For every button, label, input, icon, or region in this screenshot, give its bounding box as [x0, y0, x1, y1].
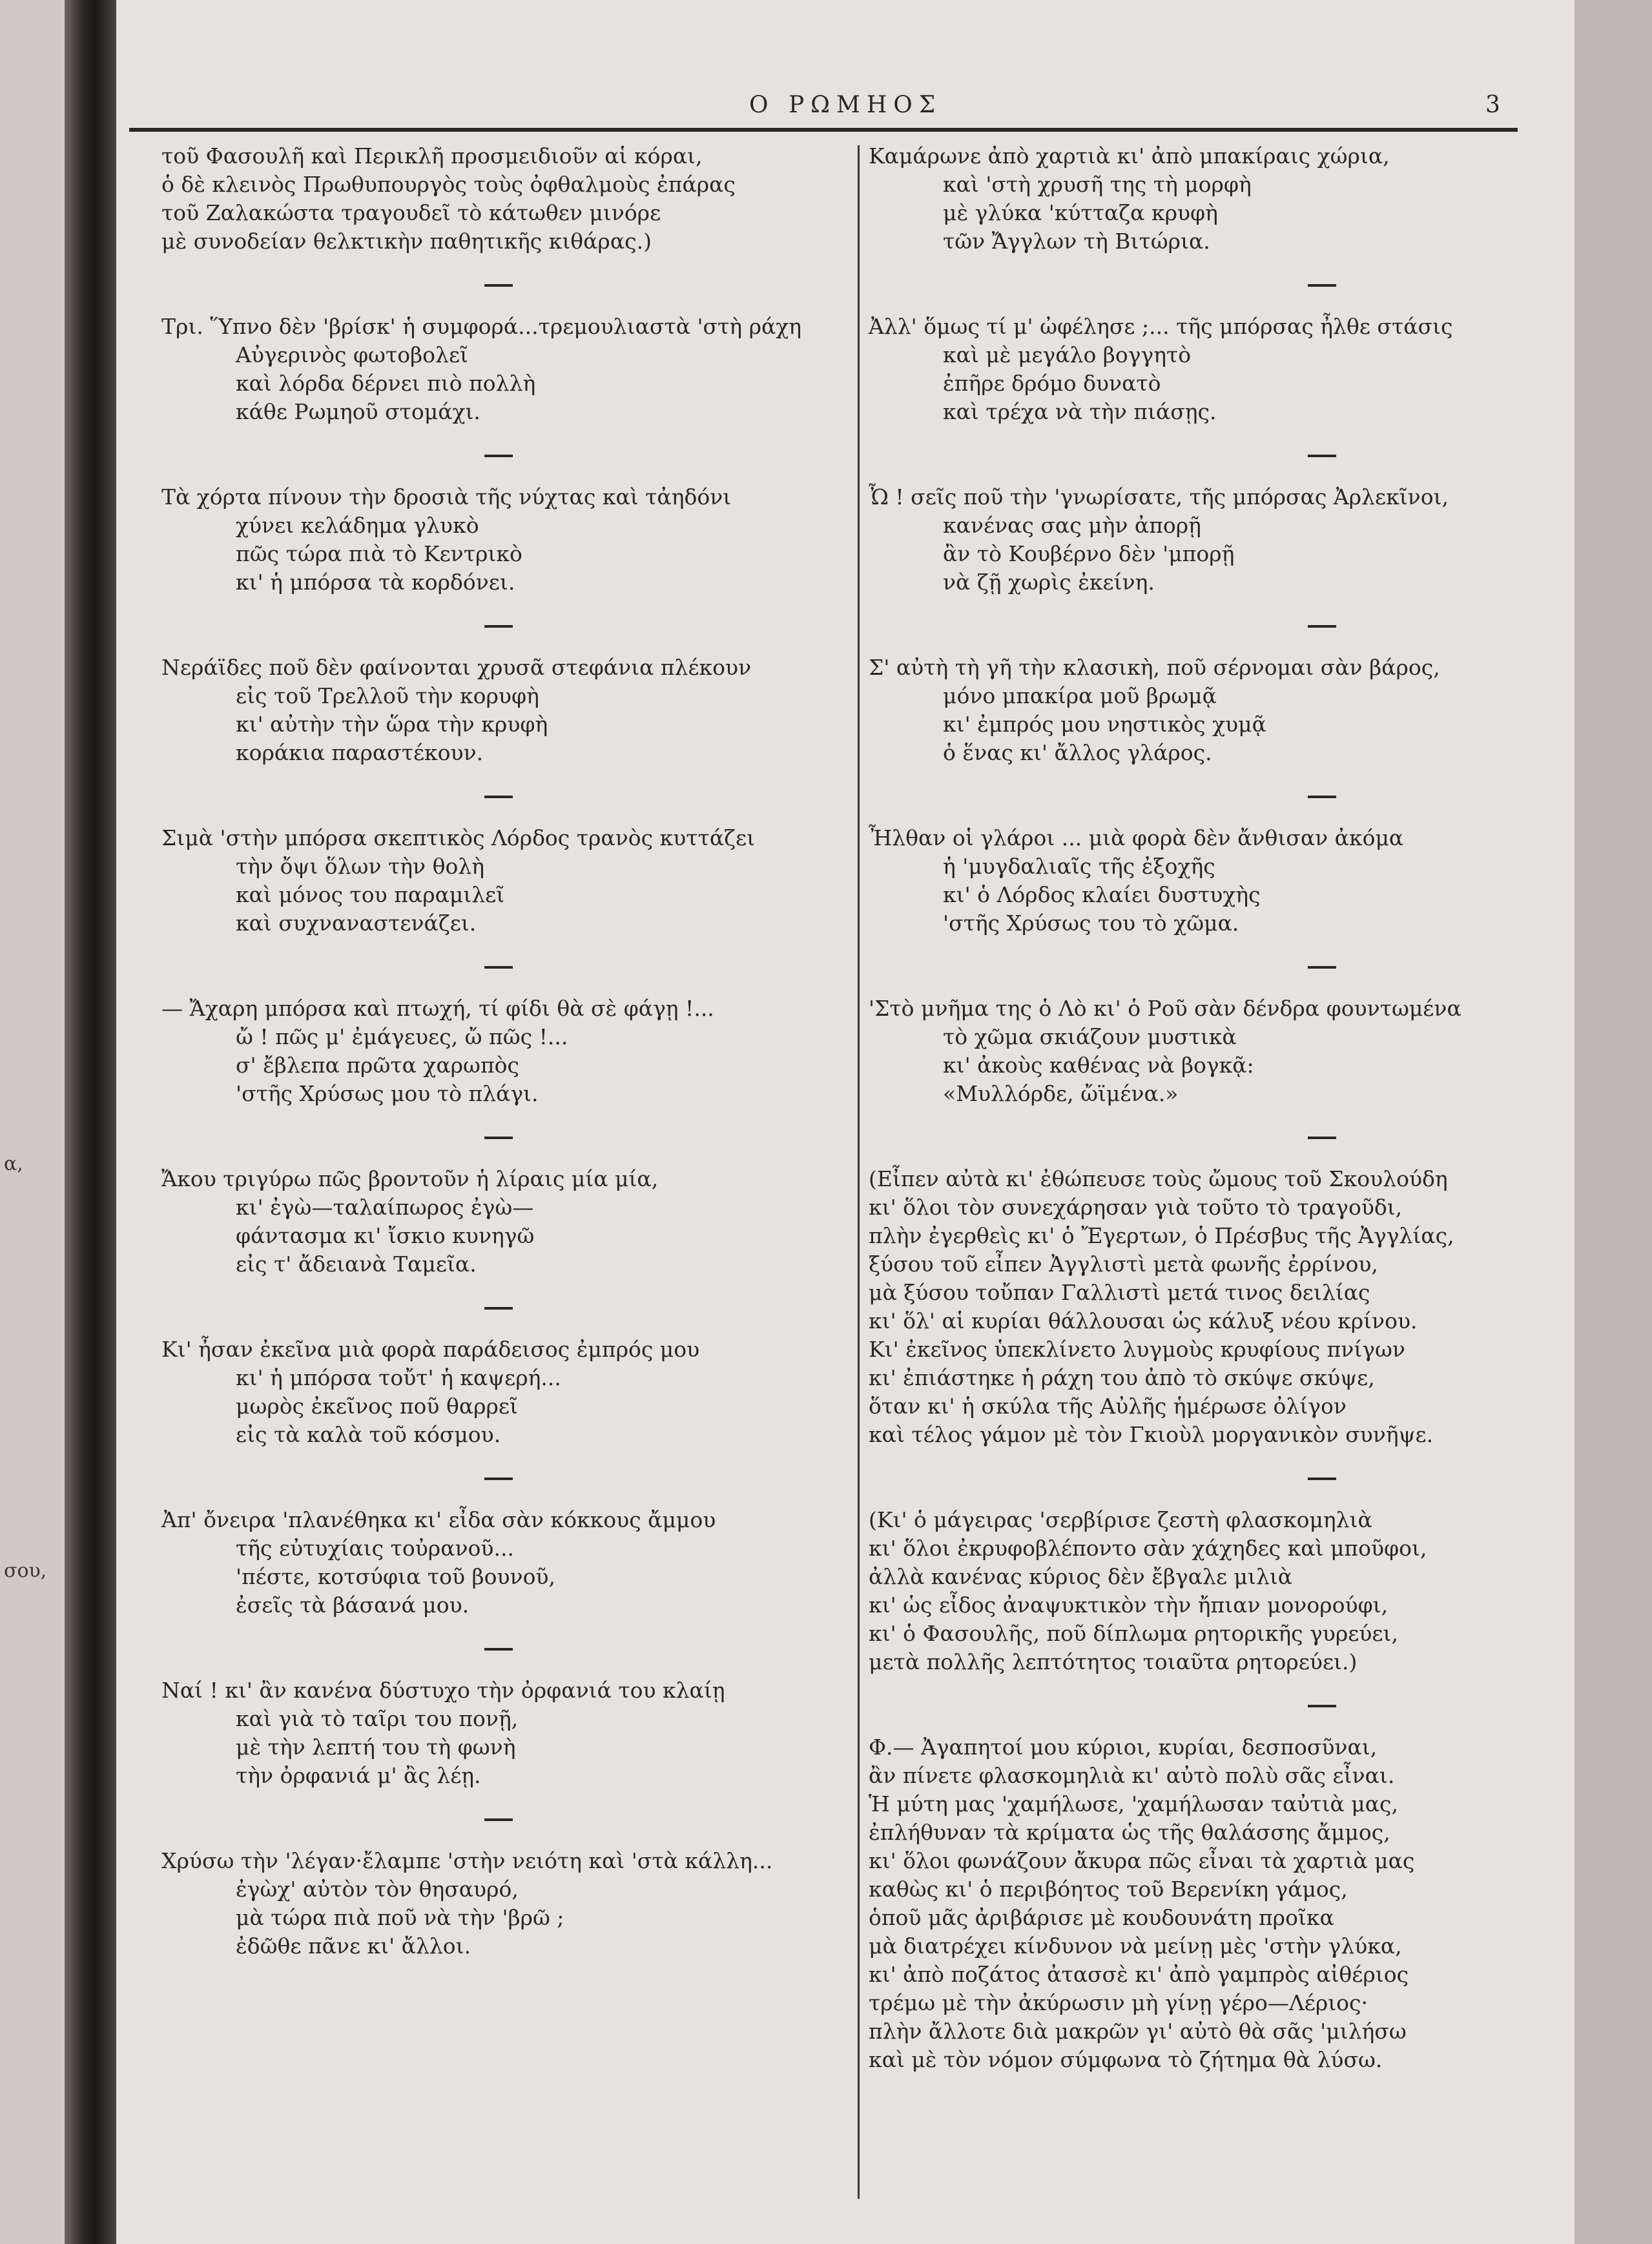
text-line: Ἀπ' ὄνειρα 'πλανέθηκα κι' εἶδα σὰν κόκκους ἄμμου	[161, 1507, 716, 1532]
stanza	[869, 1506, 1540, 1676]
text-line: κι' ὡς εἶδος ἀναψυκτικὸν τὴν ἤπιαν μονορούφι,	[869, 1592, 1389, 1618]
text-line: μωρὸς ἐκεῖνος ποῦ θαρρεῖ	[236, 1394, 518, 1419]
text-line: μὲ τὴν λεπτή του τὴ φωνὴ	[236, 1734, 516, 1760]
stanza	[161, 1165, 833, 1279]
text-line: Φ.— Ἀγαπητοί μου κύριοι, κυρίαι, δεσποσῦναι,	[869, 1734, 1378, 1760]
section-separator	[484, 625, 513, 628]
text-line: ὁποῦ μᾶς ἀριβάρισε μὲ κουδουνάτη προῖκα	[869, 1905, 1334, 1930]
text-line: Σ' αὐτὴ τὴ γῆ τὴν κλασικὴ, ποῦ σέρνομαι σὰν βάρος,	[869, 655, 1440, 680]
text-line: Ἄκου τριγύρω πῶς βροντοῦν ἡ λίραις μία μία,	[161, 1166, 659, 1191]
text-line: 'στῆς Χρύσως μου τὸ πλάγι.	[236, 1081, 539, 1106]
text-line: μὲ γλύκα 'κύτταζα κρυφὴ	[943, 200, 1218, 225]
text-line: τὴν ὀρφανιά μ' ἂς λέῃ.	[236, 1763, 481, 1788]
text-line: σ' ἔβλεπα πρῶτα χαρωπὸς	[236, 1053, 520, 1078]
section-separator	[1308, 966, 1336, 969]
text-line: μετὰ πολλῆς λεπτότητος τοιαῦτα ρητορεύει.)	[869, 1649, 1358, 1674]
text-line: εἰς τ' ἄδειανὰ Ταμεῖα.	[236, 1251, 477, 1277]
text-line: καὶ γιὰ τὸ ταῖρι του πονῇ,	[236, 1706, 519, 1731]
section-separator	[1308, 1137, 1336, 1139]
text-line: μόνο μπακίρα μοῦ βρωμᾷ	[943, 683, 1217, 708]
text-line: κανένας σας μὴν ἀπορῇ	[943, 513, 1201, 538]
text-line: καὶ λόρδα δέρνει πιὸ πολλὴ	[236, 371, 536, 396]
text-line: τῶν Ἄγγλων τὴ Βιτώρια.	[943, 229, 1210, 254]
section-separator	[1308, 284, 1336, 287]
text-line: κι' ὅλοι φωνάζουν ἄκυρα πῶς εἶναι τὰ χαρτιὰ μας	[869, 1848, 1415, 1873]
left-column	[161, 142, 833, 1989]
stanza	[161, 1506, 833, 1620]
text-line: ἐγὼχ' αὐτὸν τὸν θησαυρό,	[236, 1877, 519, 1902]
text-line: (Κι' ὁ μάγειρας 'σερβίρισε ζεστὴ φλασκομηλιὰ	[869, 1507, 1372, 1532]
text-line: Ἡ μύτη μας 'χαμήλωσε, 'χαμήλωσαν ταὐτιὰ μας,	[869, 1791, 1398, 1817]
newspaper-page	[116, 0, 1575, 2244]
stanza	[161, 824, 833, 938]
text-line: κοράκια παραστέκουν.	[236, 740, 484, 765]
text-line: κι' ἐπιάστηκε ἡ ράχη του ἀπὸ τὸ σκύψε σκύψε,	[869, 1365, 1375, 1390]
text-line: φάντασμα κι' ἴσκιο κυνηγῶ	[236, 1223, 535, 1248]
section-separator	[1308, 1705, 1336, 1707]
section-separator	[1308, 1477, 1336, 1480]
text-line: (Εἶπεν αὐτὰ κι' ἐθώπευσε τοὺς ὤμους τοῦ Σκουλούδη	[869, 1166, 1448, 1191]
running-title: Ο ΡΩΜΗΟΣ	[749, 92, 942, 118]
stanza	[161, 654, 833, 767]
text-line: πλὴν ἐγερθεὶς κι' ὁ Ἔγερτων, ὁ Πρέσβυς τῆς Ἀγγλίας,	[869, 1223, 1454, 1248]
text-line: τὸ χῶμα σκιάζουν μυστικὰ	[943, 1024, 1237, 1049]
text-line: μὲ συνοδείαν θελκτικὴν παθητικῆς κιθάρας.)	[161, 229, 652, 254]
text-line: τὴν ὄψι ὅλων τὴν θολὴ	[236, 854, 484, 879]
header-rule	[129, 128, 1518, 132]
text-line: 'Στὸ μνῆμα της ὁ Λὸ κι' ὁ Ροῦ σὰν δένδρα φουντωμένα	[869, 996, 1461, 1021]
margin-fragment: σου,	[4, 1559, 47, 1582]
stanza	[869, 142, 1540, 256]
text-line: ὅταν κι' ἡ σκύλα τῆς Αὐλῆς ἡμέρωσε ὀλίγον	[869, 1394, 1347, 1419]
stanza	[161, 1676, 833, 1790]
text-line: Ὦ ! σεῖς ποῦ τὴν 'γνωρίσατε, τῆς μπόρσας Ἀρλεκῖνοι,	[869, 484, 1449, 510]
section-separator	[484, 284, 513, 287]
text-line: κι' ὁ Λόρδος κλαίει δυστυχὴς	[943, 882, 1261, 907]
text-line: τρέμω μὲ τὴν ἀκύρωσιν μὴ γίνῃ γέρο—Λέριος·	[869, 1990, 1368, 2015]
text-line: καὶ 'στὴ χρυσῆ της τὴ μορφὴ	[943, 172, 1252, 197]
text-line: ὁ δὲ κλεινὸς Πρωθυπουργὸς τοὺς ὀφθαλμοὺς ἐπάρας	[161, 172, 736, 197]
text-line: κι' ὅλ' αἱ κυρίαι θάλλουσαι ὡς κάλυξ νέου κρίνου.	[869, 1308, 1418, 1333]
section-separator	[484, 1137, 513, 1139]
text-line: Κι' ἐκεῖνος ὑπεκλίνετο λυγμοὺς κρυφίους πνίγων	[869, 1337, 1405, 1362]
stanza	[869, 994, 1540, 1108]
stanza	[161, 483, 833, 597]
section-separator	[1308, 796, 1336, 798]
text-line: τοῦ Ζαλακώστα τραγουδεῖ τὸ κάτωθεν μινόρε	[161, 200, 661, 225]
text-line: Καμάρωνε ἀπὸ χαρτιὰ κι' ἀπὸ μπακίραις χώρια,	[869, 143, 1390, 169]
text-line: Ἀλλ' ὅμως τί μ' ὠφέλησε ;... τῆς μπόρσας ἦλθε στάσις	[869, 314, 1453, 339]
stanza	[161, 313, 833, 426]
section-separator	[484, 1648, 513, 1651]
text-line: ἂν πίνετε φλασκομηλιὰ κι' αὐτὸ πολὺ σᾶς εἶναι.	[869, 1763, 1395, 1788]
text-line: καὶ συχναναστενάζει.	[236, 911, 477, 936]
page-number: 3	[1485, 92, 1500, 118]
stanza	[161, 1847, 833, 1961]
text-line: χύνει κελάδημα γλυκὸ	[236, 513, 479, 538]
text-line: κι' ἡ μπόρσα τὰ κορδόνει.	[236, 570, 515, 595]
text-line: πῶς τώρα πιὰ τὸ Κεντρικὸ	[236, 541, 522, 566]
text-line: ὤ ! πῶς μ' ἐμάγευες, ὤ πῶς !...	[236, 1024, 568, 1049]
text-line: Τρι. Ὕπνο δὲν 'βρίσκ' ἡ συμφορά...τρεμουλιαστὰ 'στὴ ράχη	[161, 314, 802, 339]
text-line: κι' ὁ Φασουλῆς, ποῦ δίπλωμα ρητορικῆς γυρεύει,	[869, 1621, 1398, 1646]
text-line: ἐδῶθε πᾶνε κι' ἄλλοι.	[236, 1933, 471, 1959]
text-line: κι' ἀπὸ ποζάτος ἀτασσὲ κι' ἀπὸ γαμπρὸς αἰθέριος	[869, 1962, 1409, 1987]
text-line: κι' αὐτὴν τὴν ὥρα τὴν κρυφὴ	[236, 712, 548, 737]
book-spine-shadow	[65, 0, 116, 2244]
text-line: ἐπλήθυναν τὰ κρίματα ὡς τῆς θαλάσσης ἄμμος,	[869, 1820, 1390, 1845]
page-header	[116, 84, 1575, 129]
text-line: ἐσεῖς τὰ βάσανά μου.	[236, 1592, 470, 1618]
right-column	[869, 142, 1540, 2103]
section-separator	[1308, 455, 1336, 457]
text-line: κι' ὅλοι τὸν συνεχάρησαν γιὰ τοῦτο τὸ τραγοῦδι,	[869, 1195, 1403, 1220]
text-line: καὶ τρέχα νὰ τὴν πιάσῃς.	[943, 399, 1217, 424]
text-line: νὰ ζῇ χωρὶς ἐκείνη.	[943, 570, 1155, 595]
text-line: Αὐγερινὸς φωτοβολεῖ	[236, 342, 468, 367]
text-line: καὶ μὲ μεγάλο βογγητὸ	[943, 342, 1192, 367]
text-line: εἰς τοῦ Τρελλοῦ τὴν κορυφὴ	[236, 683, 539, 708]
stanza	[869, 1165, 1540, 1449]
text-line: πλὴν ἄλλοτε διὰ μακρῶν γι' αὐτὸ θὰ σᾶς 'μιλήσω	[869, 2019, 1407, 2044]
text-line: τοῦ Φασουλῆ καὶ Περικλῆ προσμειδιοῦν αἱ κόραι,	[161, 143, 703, 169]
text-line: κι' ἀκοὺς καθένας νὰ βογκᾷ:	[943, 1053, 1254, 1078]
margin-fragment: α,	[4, 1153, 23, 1175]
text-line: καὶ τέλος γάμον μὲ τὸν Γκιοὺλ μοργανικὸν συνῆψε.	[869, 1422, 1434, 1447]
text-line: τῆς εὐτυχίαις τοὐρανοῦ...	[236, 1536, 514, 1561]
text-line: μὰ τώρα πιὰ ποῦ νὰ τὴν 'βρῶ ;	[236, 1905, 564, 1930]
text-line: Τὰ χόρτα πίνουν τὴν δροσιὰ τῆς νύχτας καὶ τἀηδόνι	[161, 484, 732, 510]
text-line: Χρύσω τὴν 'λέγαν·ἔλαμπε 'στὴν νειότη καὶ 'στὰ κάλλη...	[161, 1848, 773, 1873]
text-line: μὰ ξύσου τοὔπαν Γαλλιστὶ μετά τινος δειλίας	[869, 1280, 1370, 1305]
text-line: — Ἄχαρη μπόρσα καὶ πτωχή, τί φίδι θὰ σὲ φάγῃ !...	[161, 996, 714, 1021]
section-separator	[1308, 625, 1336, 628]
text-line: 'πέστε, κοτσύφια τοῦ βουνοῦ,	[236, 1564, 556, 1589]
text-line: εἰς τὰ καλὰ τοῦ κόσμου.	[236, 1422, 501, 1447]
section-separator	[484, 796, 513, 798]
stanza	[161, 1335, 833, 1449]
section-separator	[484, 966, 513, 969]
stanza	[869, 824, 1540, 938]
scan-left-margin	[0, 0, 65, 2244]
stanza	[161, 994, 833, 1108]
text-line: καὶ μὲ τὸν νόμον σύμφωνα τὸ ζήτημα θὰ λύσω.	[869, 2047, 1383, 2072]
stanza	[161, 142, 833, 256]
text-line: Νεράϊδες ποῦ δὲν φαίνονται χρυσᾶ στεφάνια πλέκουν	[161, 655, 752, 680]
text-line: ξύσου τοῦ εἶπεν Ἀγγλιστὶ μετὰ φωνῆς ἐρρίνου,	[869, 1251, 1378, 1277]
text-line: ἂν τὸ Κουβέρνο δὲν 'μπορῇ	[943, 541, 1235, 566]
text-line: κι' ἐμπρός μου νηστικὸς χυμᾷ	[943, 712, 1266, 737]
text-line: ἐπῆρε δρόμο δυνατὸ	[943, 371, 1161, 396]
stanza	[869, 654, 1540, 767]
text-line: καὶ μόνος του παραμιλεῖ	[236, 882, 505, 907]
scan-right-margin	[1575, 0, 1652, 2244]
text-line: ἀλλὰ κανένας κύριος δὲν ἔβγαλε μιλιὰ	[869, 1564, 1293, 1589]
text-line: κι' ἐγὼ—ταλαίπωρος ἐγὼ—	[236, 1195, 534, 1220]
text-line: «Μυλλόρδε, ὤϊμένα.»	[943, 1081, 1179, 1106]
text-line: μὰ διατρέχει κίνδυνον νὰ μείνῃ μὲς 'στὴν γλύκα,	[869, 1933, 1402, 1959]
text-line: ἡ 'μυγδαλιαῖς τῆς ἐξοχῆς	[943, 854, 1215, 879]
text-line: 'στῆς Χρύσως του τὸ χῶμα.	[943, 911, 1239, 936]
text-line: καθὼς κι' ὁ περιβόητος τοῦ Βερενίκη γάμος,	[869, 1877, 1348, 1902]
text-line: κάθε Ρωμηοῦ στομάχι.	[236, 399, 480, 424]
text-line: Σιμὰ 'στὴν μπόρσα σκεπτικὸς Λόρδος τρανὸς κυττάζει	[161, 825, 756, 850]
section-separator	[484, 455, 513, 457]
stanza	[869, 313, 1540, 426]
stanza	[869, 483, 1540, 597]
text-line: Κι' ἦσαν ἐκεῖνα μιὰ φορὰ παράδεισος ἐμπρός μου	[161, 1337, 700, 1362]
section-separator	[484, 1307, 513, 1310]
section-separator	[484, 1818, 513, 1821]
stanza	[869, 1733, 1540, 2074]
text-line: κι' ὅλοι ἐκρυφοβλέποντο σὰν χάχηδες καὶ μποῦφοι,	[869, 1536, 1427, 1561]
text-line: Ἦλθαν οἱ γλάροι ... μιὰ φορὰ δὲν ἄνθισαν ἀκόμα	[869, 825, 1404, 850]
section-separator	[484, 1477, 513, 1480]
text-line: κι' ἡ μπόρσα τοὔτ' ἡ καψερή...	[236, 1365, 561, 1390]
column-divider	[858, 145, 860, 2199]
text-line: ὁ ἕνας κι' ἄλλος γλάρος.	[943, 740, 1212, 765]
text-line: Ναί ! κι' ἂν κανένα δύστυχο τὴν ὀρφανιά του κλαίῃ	[161, 1678, 725, 1703]
